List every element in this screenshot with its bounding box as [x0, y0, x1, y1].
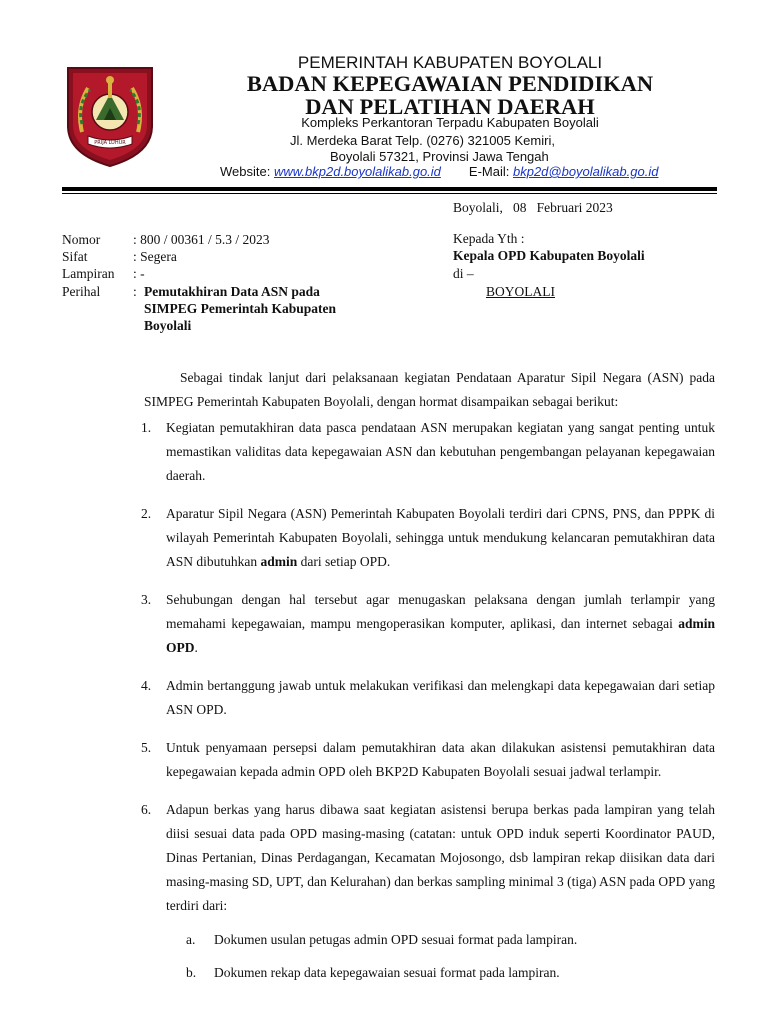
letterhead-rule-thin	[62, 193, 717, 194]
agency-name-line1: BADAN KEPEGAWAIAN PENDIDIKAN	[246, 71, 654, 96]
recipient-greeting: Kepada Yth :	[453, 231, 525, 246]
point-list	[141, 416, 715, 985]
email-label: E-Mail:	[468, 164, 510, 179]
address-line3: Boyolali 57321, Provinsi Jawa Tengah	[330, 149, 549, 164]
list-item: 1. Kegiatan pemutakhiran data pasca pendataan ASN merupakan kegiatan yang sangat penting untuk memastikan validitas data kepegawaian ASN dan kebutuhan pengembangan pelayanan kepegawaian daerah.	[141, 420, 715, 483]
address-line2: Jl. Merdeka Barat Telp. (0276) 321005 Kemiri,	[290, 133, 555, 148]
perihal-line1: Pemutakhiran Data ASN pada	[144, 284, 320, 299]
list-item: 6. Adapun berkas yang harus dibawa saat kegiatan asistensi berupa berkas pada lampiran yang telah diisi sesuai data pada OPD masing-masing (catatan: untuk OPD induk seperti Koordinator PAUD, Dinas Pertanian, Dinas Perdagangan, Kecamatan Mojosongo, dsb lampiran rekap diisikan data dari masing-masing SD, UPT, dan Kelurahan) dan berkas sampling minimal 3 (tiga) ASN pada OPD yang terdiri dari: a. Dokumen usulan petugas admin OPD sesuai format pada lampiran. b. Dokumen rekap data kepegawaian sesuai format pada lampiran.	[144, 798, 715, 985]
sub-list-item: b. Dokumen rekap data kepegawaian sesuai format pada lampiran.	[186, 965, 560, 980]
list-item: 4. Admin bertanggung jawab untuk melakukan verifikasi dan melengkapi data kepegawaian dari setiap ASN OPD.	[141, 678, 715, 717]
perihal-line2: SIMPEG Pemerintah Kabupaten	[144, 301, 337, 316]
nomor-value: : 800 / 00361 / 5.3 / 2023	[133, 232, 270, 247]
recipient-city: BOYOLALI	[486, 284, 555, 299]
sifat-label: Sifat	[62, 249, 88, 264]
contact-line	[220, 164, 658, 179]
recipient-di: di –	[453, 266, 474, 281]
nomor-label: Nomor	[62, 232, 101, 247]
list-item: 2. Aparatur Sipil Negara (ASN) Pemerintah Kabupaten Boyolali terdiri dari CPNS, PNS, dan PPPK di wilayah Pemerintah Kabupaten Boyolali, sehingga untuk mendukung kelancaran pemutakhiran data ASN dibutuhkan admin dari setiap OPD.	[141, 506, 715, 569]
lampiran-label: Lampiran	[62, 266, 115, 281]
sifat-value: : Segera	[133, 249, 177, 264]
sub-list	[166, 928, 715, 985]
logo-motto: PRIJA LUHUR	[94, 140, 126, 146]
address-line1: Kompleks Perkantoran Terpadu Kabupaten Boyolali	[301, 115, 599, 130]
letter-body	[141, 366, 715, 999]
intro-paragraph: Sebagai tindak lanjut dari pelaksanaan kegiatan Pendataan Aparatur Sipil Negara (ASN) pada SIMPEG Pemerintah Kabupaten Boyolali, dengan hormat disampaikan sebagai berikut:	[144, 370, 715, 409]
list-item: 5. Untuk penyamaan persepsi dalam pemutakhiran data akan dilakukan asistensi pemutakhiran data kepegawaian kepada admin OPD oleh BKP2D Kabupaten Boyolali sesuai jadwal terlampir.	[141, 740, 715, 779]
government-name: PEMERINTAH KABUPATEN BOYOLALI	[297, 53, 603, 72]
list-item: 3. Sehubungan dengan hal tersebut agar menugaskan pelaksana dengan jumlah terlampir yang memahami kepegawaian, mampu mengoperasikan komputer, aplikasi, dan internet sebagai admin OPD.	[141, 592, 715, 655]
sub-list-item: a. Dokumen usulan petugas admin OPD sesuai format pada lampiran.	[186, 932, 578, 947]
website-label: Website:	[220, 164, 271, 179]
letterhead-rule-thick	[62, 187, 717, 191]
perihal-line3: Boyolali	[144, 318, 192, 333]
website-link[interactable]: www.bkp2d.boyolalikab.go.id	[273, 164, 441, 179]
perihal-colon: :	[133, 284, 137, 299]
coat-of-arms-icon	[64, 64, 156, 168]
perihal-label: Perihal	[62, 284, 101, 299]
agency-name-line2: DAN PELATIHAN DAERAH	[305, 94, 595, 119]
email-link[interactable]: bkp2d@boyolalikab.go.id	[512, 164, 659, 179]
letter-date: Boyolali, 08 Februari 2023	[453, 200, 613, 215]
recipient-name: Kepala OPD Kabupaten Boyolali	[453, 248, 645, 263]
lampiran-value: : -	[133, 266, 145, 281]
